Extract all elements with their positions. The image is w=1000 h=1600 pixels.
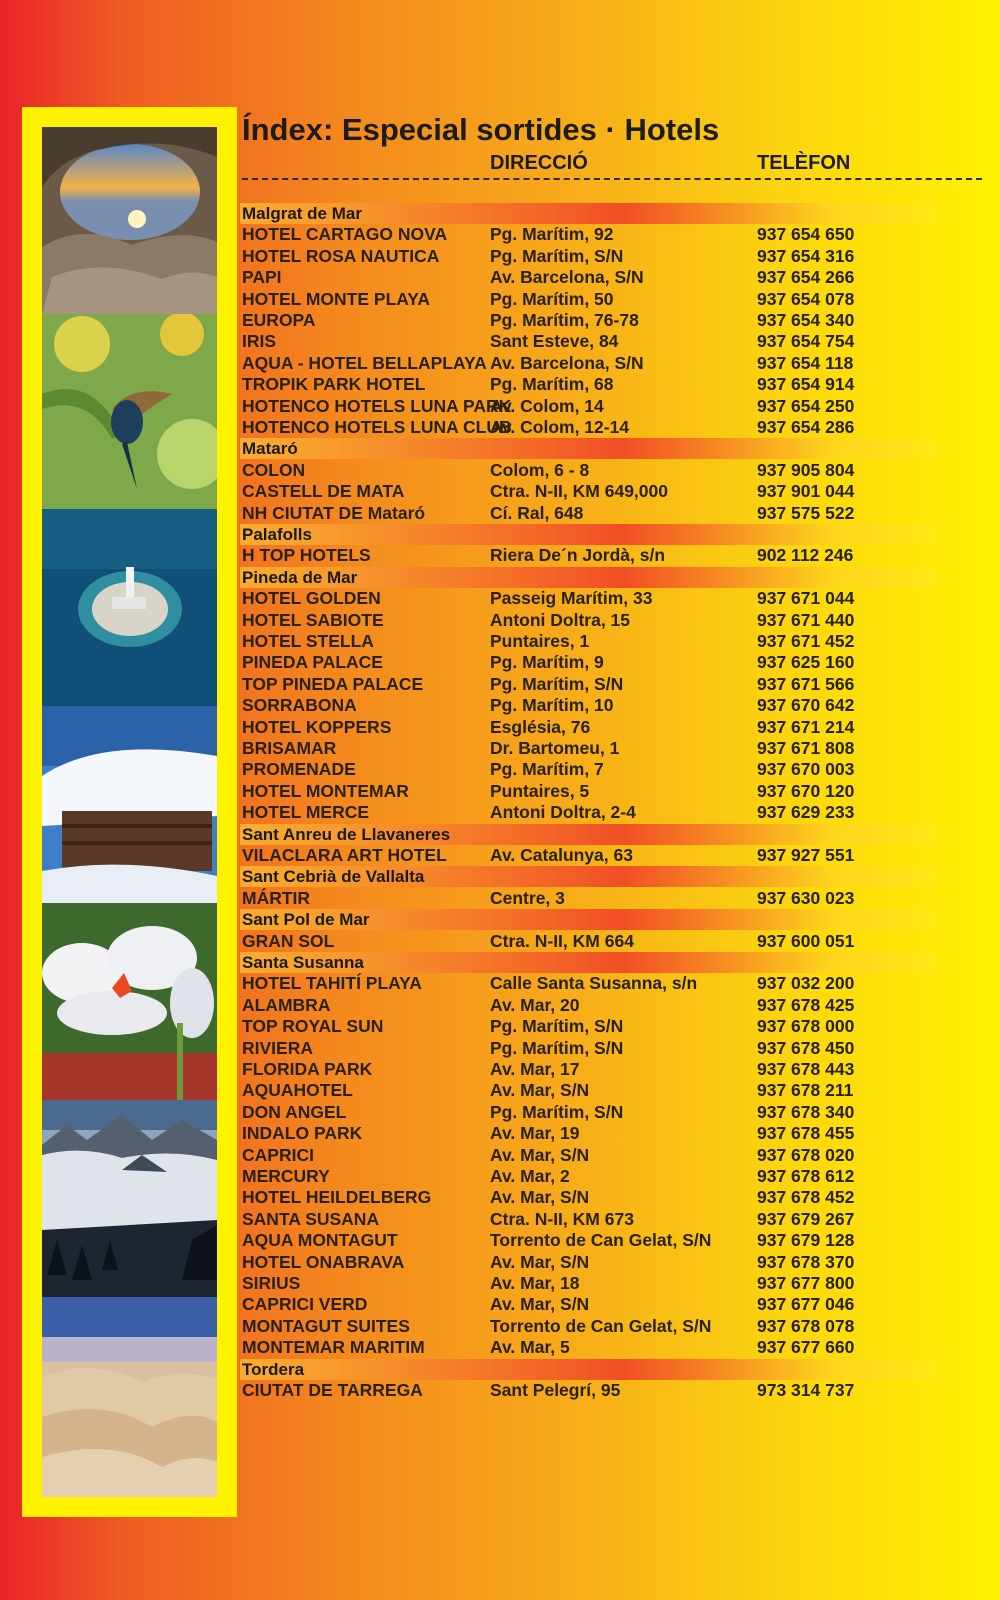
hotel-phone: 937 678 443 <box>757 1059 855 1079</box>
hotel-address: Pg. Marítim, S/N <box>490 1101 624 1122</box>
hotel-row <box>0 717 1000 739</box>
hotel-address: Av. Mar, S/N <box>490 1144 590 1165</box>
hotel-name: HOTEL MONTEMAR <box>242 780 409 801</box>
hotel-phone: 937 600 051 <box>757 930 855 951</box>
hotel-name: EUROPA <box>242 310 316 330</box>
hotel-row <box>0 610 1000 632</box>
hotel-address: Torrento de Can Gelat, S/N <box>490 1230 712 1251</box>
hotel-phone: 937 678 340 <box>757 1101 855 1122</box>
hotel-row <box>0 353 1000 375</box>
hotel-phone: 937 678 452 <box>757 1187 855 1208</box>
hotel-phone: 937 678 425 <box>757 994 855 1015</box>
column-header-address: DIRECCIÓ <box>490 152 588 174</box>
hotel-row <box>0 1230 1000 1252</box>
hotel-row <box>0 759 1000 781</box>
hotel-name: HOTEL MERCE <box>242 802 370 823</box>
hotel-phone: 937 677 660 <box>757 1337 855 1358</box>
hotel-name: VILACLARA ART HOTEL <box>242 845 447 865</box>
hotel-name: INDALO PARK <box>242 1123 363 1144</box>
hotel-name: TOP PINEDA PALACE <box>242 673 424 694</box>
hotel-address: Ctra. N-II, KM 673 <box>490 1208 634 1229</box>
hotel-phone: 937 678 020 <box>757 1144 855 1165</box>
hotel-address: Puntaires, 5 <box>490 780 590 801</box>
hotel-name: AQUAHOTEL <box>242 1080 353 1101</box>
hotel-phone: 937 671 452 <box>757 631 855 651</box>
hotel-row <box>0 331 1000 353</box>
town-header: Santa Susanna <box>240 952 937 973</box>
hotel-phone: 937 654 078 <box>757 288 855 309</box>
hotel-row <box>0 1252 1000 1274</box>
hotel-row <box>0 1187 1000 1209</box>
hotel-phone: 937 654 650 <box>757 224 855 245</box>
hotel-name: GRAN SOL <box>242 930 335 951</box>
hotel-row <box>0 973 1000 995</box>
hotel-address: Dr. Bartomeu, 1 <box>490 738 620 758</box>
hotel-phone: 937 670 003 <box>757 759 855 780</box>
hotel-row <box>0 224 1000 246</box>
hotel-address: Riera De´n Jordà, s/n <box>490 545 666 566</box>
hotel-name: SIRIUS <box>242 1273 301 1293</box>
hotel-row <box>0 460 1000 482</box>
hotel-phone: 937 575 522 <box>757 502 855 523</box>
hotel-address: Ctra. N-II, KM 664 <box>490 930 634 951</box>
hotel-phone: 937 654 118 <box>757 352 854 373</box>
hotel-row <box>0 802 1000 824</box>
hotel-row <box>0 1080 1000 1102</box>
hotel-row <box>0 931 1000 953</box>
hotel-phone: 937 625 160 <box>757 652 855 673</box>
hotel-phone: 937 901 044 <box>757 481 855 502</box>
hotel-row <box>0 738 1000 760</box>
hotel-address: Passeig Marítim, 33 <box>490 588 653 609</box>
hotel-row <box>0 374 1000 396</box>
hotel-address: Pg. Marítim, 50 <box>490 288 614 309</box>
hotel-name: SANTA SUSANA <box>242 1208 380 1229</box>
hotel-row <box>0 481 1000 503</box>
hotel-phone: 937 677 800 <box>757 1273 855 1293</box>
hotel-phone: 937 678 455 <box>757 1123 855 1144</box>
hotel-name: HOTEL MONTE PLAYA <box>242 288 430 309</box>
hotel-row <box>0 310 1000 332</box>
hotel-name: CASTELL DE MATA <box>242 481 405 502</box>
hotel-address: Av. Mar, S/N <box>490 1187 590 1208</box>
hotel-phone: 937 678 078 <box>757 1315 855 1336</box>
hotel-phone: 937 678 211 <box>757 1080 854 1101</box>
hotel-name: MERCURY <box>242 1166 330 1186</box>
hotel-address: Av. Mar, 2 <box>490 1166 570 1186</box>
hotel-phone: 937 654 914 <box>757 374 855 395</box>
town-header: Malgrat de Mar <box>240 203 937 224</box>
page-title: Índex: Especial sortides · Hotels <box>242 112 720 147</box>
hotel-row <box>0 1380 1000 1402</box>
hotel-name: CIUTAT DE TARREGA <box>242 1380 423 1400</box>
town-header: Sant Anreu de Llavaneres <box>240 824 937 845</box>
hotel-phone: 937 671 044 <box>757 588 855 609</box>
town-header: Pineda de Mar <box>240 567 937 588</box>
hotel-phone: 937 679 128 <box>757 1230 855 1251</box>
hotel-address: Antoni Doltra, 15 <box>490 609 631 630</box>
hotel-address: Av. Mar, 5 <box>490 1337 570 1358</box>
hotel-row <box>0 1273 1000 1295</box>
hotel-address: Av. Barcelona, S/N <box>490 267 644 288</box>
hotel-address: Av. Mar, 19 <box>490 1123 580 1144</box>
hotel-phone: 937 678 370 <box>757 1251 855 1272</box>
hotel-name: HOTENCO HOTELS LUNA PARK <box>242 395 512 416</box>
hotel-name: HOTEL STELLA <box>242 631 374 651</box>
hotel-name: PINEDA PALACE <box>242 652 383 673</box>
hotel-row <box>0 888 1000 910</box>
hotel-phone: 937 670 642 <box>757 695 855 716</box>
hotel-name: HOTEL TAHITÍ PLAYA <box>242 973 422 994</box>
hotel-name: HOTEL SABIOTE <box>242 609 384 630</box>
hotel-address: Antoni Doltra, 2-4 <box>490 802 636 823</box>
hotel-address: Av. Mar, 18 <box>490 1273 580 1293</box>
hotel-address: Av. Mar, S/N <box>490 1294 590 1315</box>
hotel-row <box>0 1059 1000 1081</box>
hotel-address: Pg. Marítim, 9 <box>490 652 604 673</box>
hotel-address: Ctra. N-II, KM 649,000 <box>490 481 668 502</box>
hotel-phone: 937 654 340 <box>757 310 855 330</box>
hotel-row <box>0 781 1000 803</box>
hotel-name: MONTAGUT SUITES <box>242 1315 410 1336</box>
hotel-address: Av. Mar, S/N <box>490 1080 590 1101</box>
hotel-name: AQUA - HOTEL BELLAPLAYA <box>242 352 487 373</box>
hotel-phone: 937 677 046 <box>757 1294 855 1315</box>
hotel-name: HOTEL ROSA NAUTICA <box>242 245 440 266</box>
hotel-address: Centre, 3 <box>490 887 565 908</box>
hotel-name: AQUA MONTAGUT <box>242 1230 398 1251</box>
hotel-name: BRISAMAR <box>242 738 337 758</box>
hotel-name: HOTEL KOPPERS <box>242 716 392 737</box>
hotel-row <box>0 1337 1000 1359</box>
hotel-row <box>0 246 1000 268</box>
hotel-name: H TOP HOTELS <box>242 545 371 566</box>
hotel-address: Cí. Ral, 648 <box>490 502 584 523</box>
hotel-address: Església, 76 <box>490 716 591 737</box>
hotel-phone: 937 630 023 <box>757 887 855 908</box>
hotel-address: Av. Mar, 17 <box>490 1059 580 1079</box>
hotel-name: NH CIUTAT DE Mataró <box>242 502 426 523</box>
hotel-phone: 937 671 440 <box>757 609 855 630</box>
hotel-address: Pg. Marítim, S/N <box>490 245 624 266</box>
hotel-name: ALAMBRA <box>242 994 331 1015</box>
hotel-name: PAPI <box>242 267 282 288</box>
hotel-phone: 937 671 214 <box>757 716 855 737</box>
hotel-phone: 937 927 551 <box>757 845 855 865</box>
hotel-address: Colom, 6 - 8 <box>490 459 590 480</box>
hotel-phone: 937 905 804 <box>757 459 855 480</box>
hotel-name: RIVIERA <box>242 1037 313 1058</box>
hotel-name: HOTENCO HOTELS LUNA CLUB <box>242 417 512 437</box>
hotel-name: HOTEL CARTAGO NOVA <box>242 224 448 245</box>
hotel-row <box>0 845 1000 867</box>
hotel-address: Av. Barcelona, S/N <box>490 352 644 373</box>
hotel-phone: 937 629 233 <box>757 802 855 823</box>
hotel-name: CAPRICI VERD <box>242 1294 368 1315</box>
hotel-row <box>0 545 1000 567</box>
hotel-phone: 902 112 246 <box>757 545 854 566</box>
hotel-address: Pg. Marítim, 76-78 <box>490 310 639 330</box>
hotel-address: Pg. Marítim, S/N <box>490 1016 624 1037</box>
hotel-row <box>0 674 1000 696</box>
hotel-phone: 937 032 200 <box>757 973 855 994</box>
hotel-row <box>0 1145 1000 1167</box>
hotel-row <box>0 1166 1000 1188</box>
town-header: Mataró <box>240 438 937 459</box>
hotel-row <box>0 1038 1000 1060</box>
town-header: Tordera <box>240 1359 937 1380</box>
hotel-phone: 937 654 286 <box>757 417 855 437</box>
hotel-name: COLON <box>242 459 306 480</box>
hotel-address: Sant Esteve, 84 <box>490 331 619 352</box>
hotel-phone: 937 678 612 <box>757 1166 855 1186</box>
hotel-name: TOP ROYAL SUN <box>242 1016 384 1037</box>
hotel-row <box>0 588 1000 610</box>
hotel-phone: 937 671 566 <box>757 673 855 694</box>
hotel-name: MÁRTIR <box>242 887 311 908</box>
hotel-phone: 937 654 754 <box>757 331 855 352</box>
hotel-phone: 937 678 000 <box>757 1016 855 1037</box>
hotel-address: Pg. Marítim, S/N <box>490 1037 624 1058</box>
hotel-address: Pg. Marítim, 92 <box>490 224 614 245</box>
hotel-phone: 937 654 316 <box>757 245 855 266</box>
column-header-phone: TELÈFON <box>757 152 851 174</box>
hotel-row <box>0 1123 1000 1145</box>
hotel-address: Sant Pelegrí, 95 <box>490 1380 621 1400</box>
hotel-name: PROMENADE <box>242 759 356 780</box>
hotel-name: HOTEL GOLDEN <box>242 588 381 609</box>
hotel-name: SORRABONA <box>242 695 357 716</box>
hotel-row <box>0 503 1000 525</box>
hotel-row <box>0 396 1000 418</box>
header-divider <box>242 178 982 180</box>
hotel-address: Av. Colom, 14 <box>490 395 604 416</box>
hotel-address: Av. Mar, 20 <box>490 994 580 1015</box>
hotel-row <box>0 267 1000 289</box>
hotel-name: HOTEL HEILDELBERG <box>242 1187 432 1208</box>
hotel-address: Av. Mar, S/N <box>490 1251 590 1272</box>
hotel-phone: 937 654 266 <box>757 267 855 288</box>
hotel-name: MONTEMAR MARITIM <box>242 1337 425 1358</box>
hotel-address: Pg. Marítim, 68 <box>490 374 614 395</box>
hotel-row <box>0 995 1000 1017</box>
hotel-row <box>0 1294 1000 1316</box>
hotel-address: Pg. Marítim, S/N <box>490 673 624 694</box>
hotel-phone: 937 654 250 <box>757 395 855 416</box>
hotel-phone: 937 678 450 <box>757 1037 855 1058</box>
hotel-row <box>0 652 1000 674</box>
hotel-row <box>0 1102 1000 1124</box>
hotel-address: Av. Colom, 12-14 <box>490 417 630 437</box>
hotel-address: Pg. Marítim, 7 <box>490 759 604 780</box>
hotel-name: TROPIK PARK HOTEL <box>242 374 426 395</box>
hotel-address: Calle Santa Susanna, s/n <box>490 973 698 994</box>
hotel-name: CAPRICI <box>242 1144 314 1165</box>
hotel-row <box>0 695 1000 717</box>
town-header: Sant Cebrià de Vallalta <box>240 866 937 887</box>
hotel-phone: 937 671 808 <box>757 738 855 758</box>
hotel-row <box>0 1316 1000 1338</box>
hotel-row <box>0 1016 1000 1038</box>
hotel-row <box>0 417 1000 439</box>
hotel-row <box>0 1209 1000 1231</box>
hotel-address: Torrento de Can Gelat, S/N <box>490 1315 712 1336</box>
hotel-row <box>0 631 1000 653</box>
hotel-phone: 973 314 737 <box>757 1380 855 1400</box>
hotel-phone: 937 670 120 <box>757 780 855 801</box>
hotel-address: Pg. Marítim, 10 <box>490 695 614 716</box>
hotel-name: HOTEL ONABRAVA <box>242 1251 405 1272</box>
hotel-phone: 937 679 267 <box>757 1208 855 1229</box>
hotel-name: IRIS <box>242 331 277 352</box>
hotel-address: Puntaires, 1 <box>490 631 590 651</box>
hotel-name: DON ANGEL <box>242 1101 347 1122</box>
hotel-name: FLORIDA PARK <box>242 1059 373 1079</box>
town-header: Palafolls <box>240 524 937 545</box>
hotel-address: Av. Catalunya, 63 <box>490 845 633 865</box>
hotel-row <box>0 289 1000 311</box>
town-header: Sant Pol de Mar <box>240 909 937 930</box>
